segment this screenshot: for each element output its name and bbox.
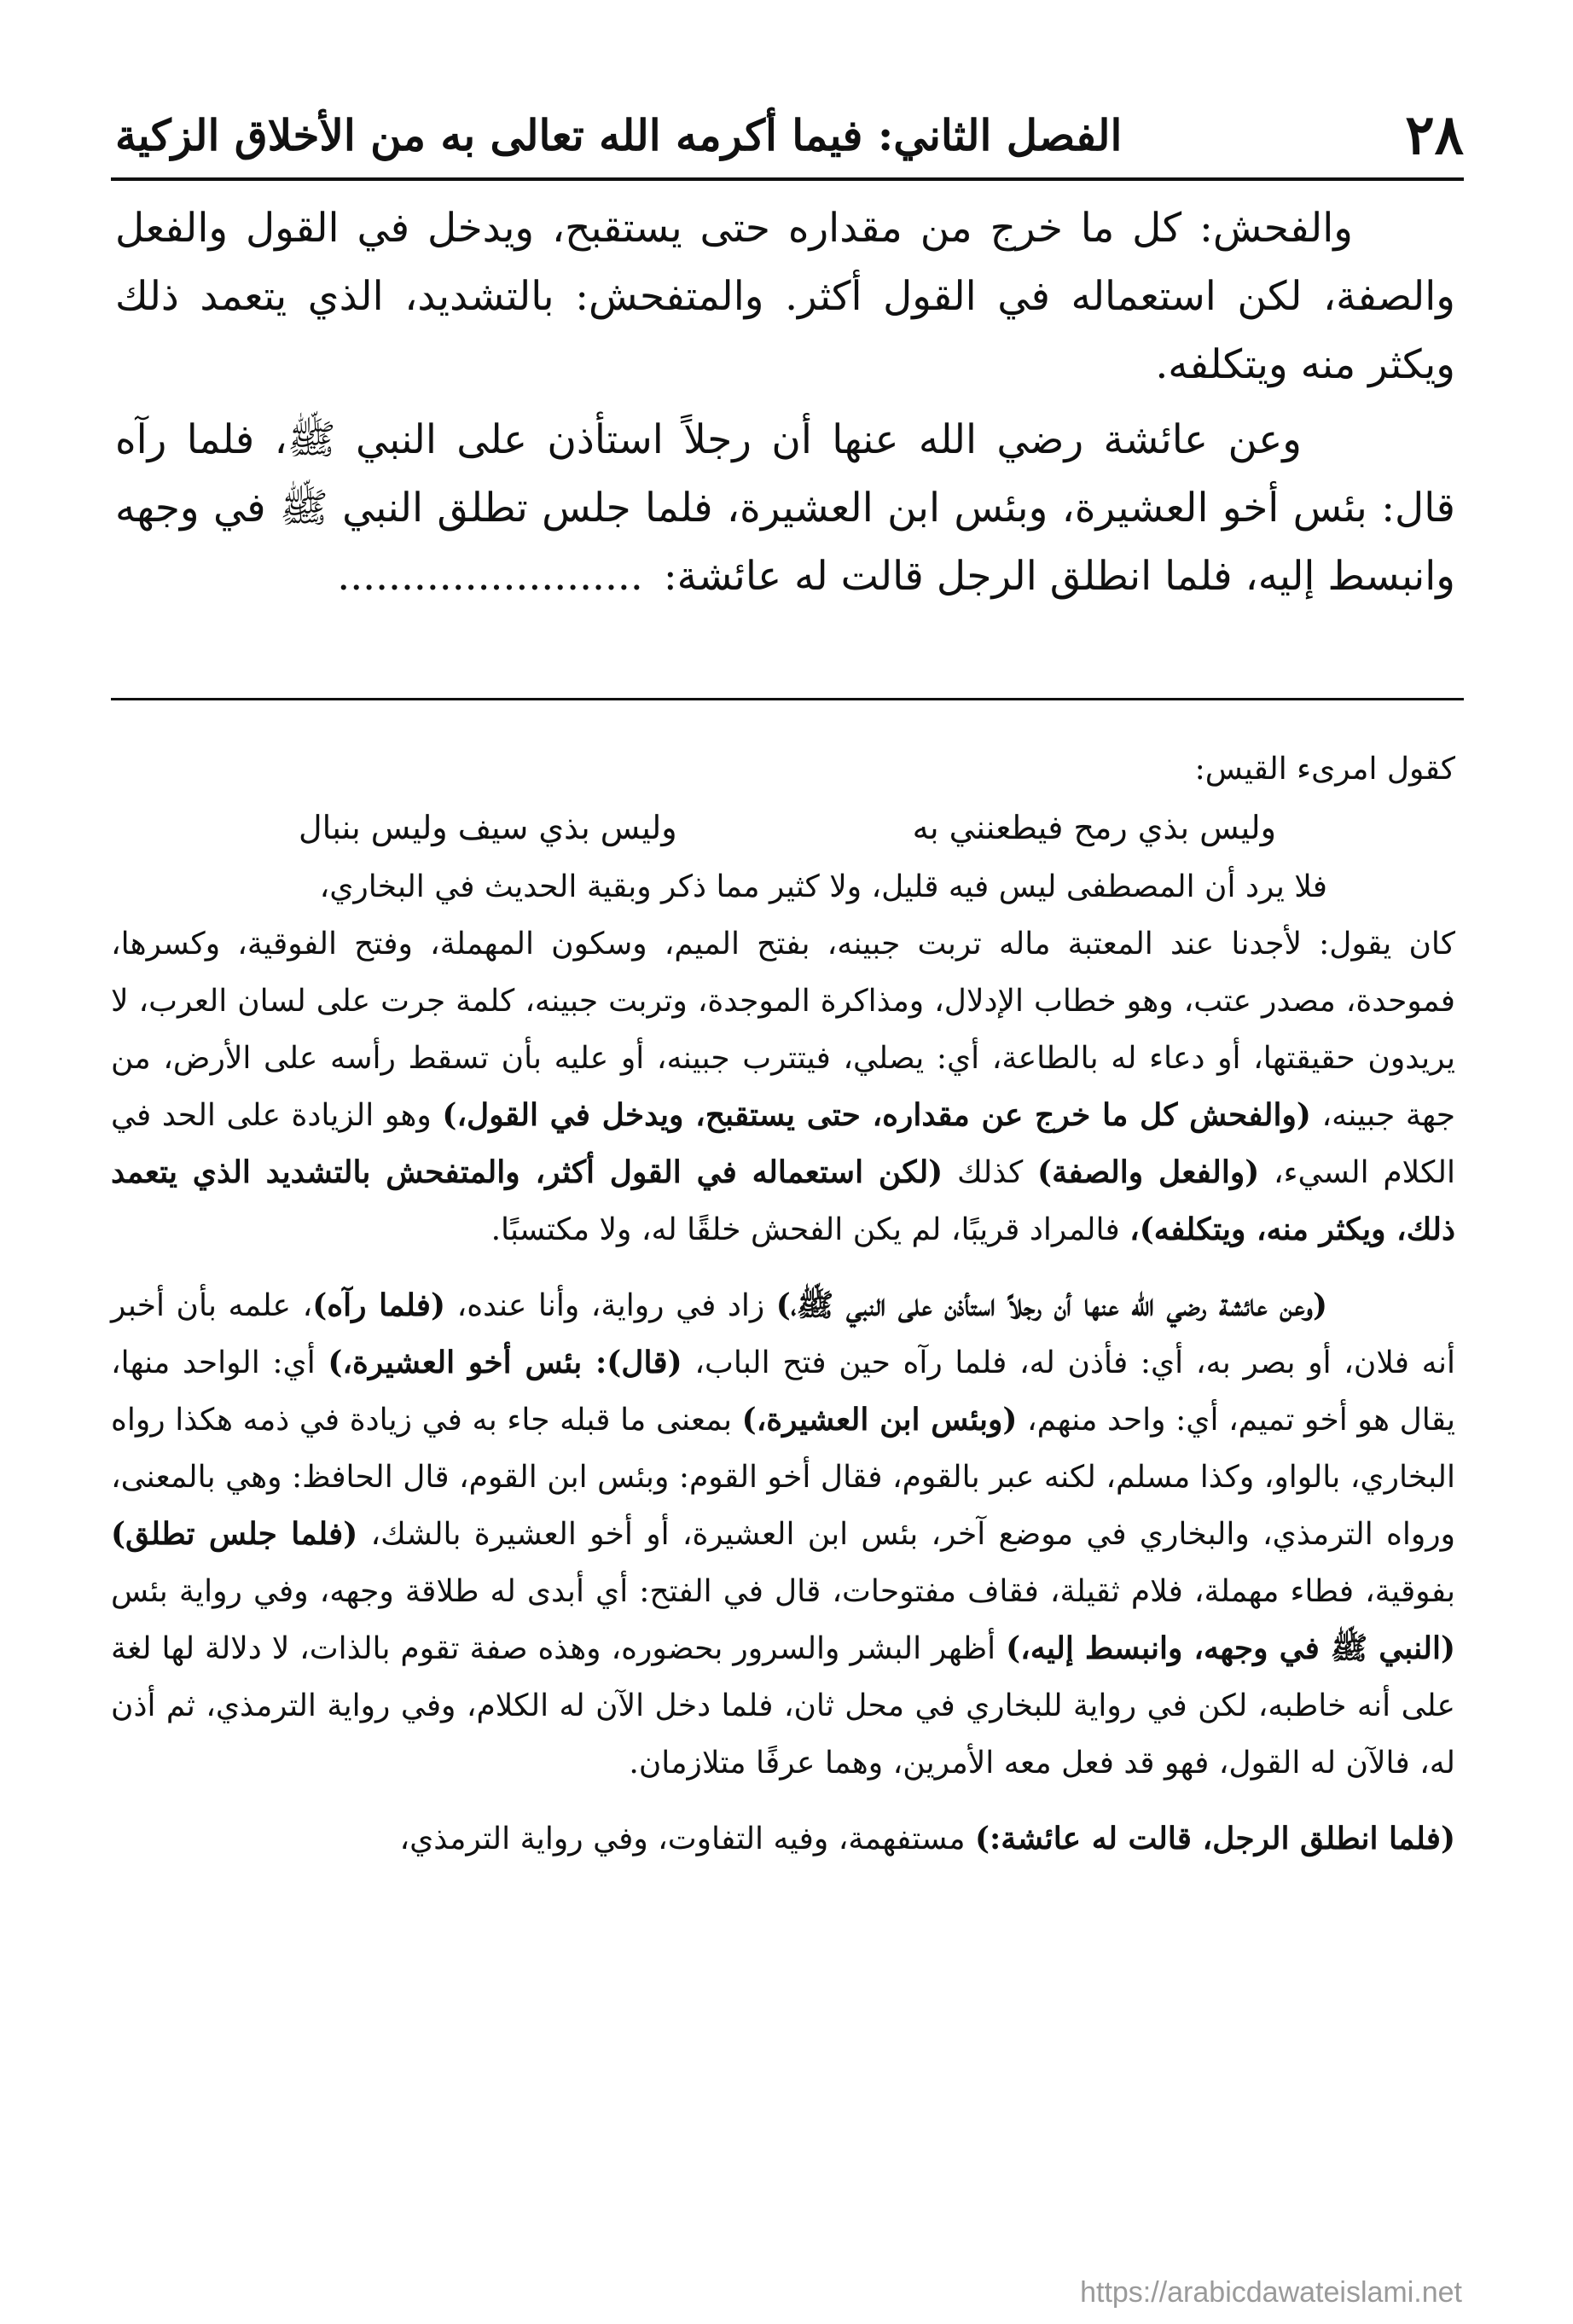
running-title: الفصل الثاني: فيما أكرمه الله تعالى به من الأخلاق الزكية <box>115 110 1123 160</box>
verse-second-hemistich: وليس بذي سيف وليس بنبال <box>299 809 677 846</box>
page-number: ٢٨ <box>1405 103 1464 167</box>
quoted-matn: (قال): بئس أخو العشيرة،) <box>328 1345 682 1380</box>
quoted-matn: (النبي ﷺ في وجهه، وانبسط إليه،) <box>1006 1630 1455 1666</box>
quoted-matn: (وعن عائشة رضي الله عنها أن رجلاً استأذن على النبي ﷺ،) <box>775 1287 1327 1323</box>
page-header <box>115 102 1464 169</box>
verse-first-hemistich: وليس بذي رمح فيطعنني به <box>912 809 1276 846</box>
commentary-paragraph <box>111 1277 1455 1792</box>
main-text <box>115 195 1455 618</box>
commentary-divider <box>111 698 1464 700</box>
commentary-paragraph <box>111 1810 1455 1868</box>
main-paragraph <box>115 406 1455 611</box>
commentary-text-run: زاد في رواية، وأنا عنده، <box>445 1288 776 1323</box>
quoted-matn: (وبئس ابن العشيرة،) <box>741 1402 1018 1438</box>
commentary-text-run: بفوقية، فطاء مهملة، فلام ثقيلة، فقاف مفتوحات، قال في الفتح: أي أبدى له طلاقة وجهه، وفي رواية بئس <box>111 1574 1455 1609</box>
commentary-text <box>111 742 1455 1868</box>
quoted-matn: (لكن استعماله في القول أكثر، والمتفحش بالتشديد الذي يتعمد ذلك، ويكثر منه، ويتكلفه)، <box>111 1154 1455 1247</box>
commentary-text-run: مستفهمة، وفيه التفاوت، وفي رواية الترمذي، <box>399 1821 975 1856</box>
quoted-matn: (فلما رآه) <box>312 1287 446 1323</box>
commentary-text-run: ، علمه بأن أخبر أنه فلان، أو بصر به، أي: فأذن له، فلما رآه حين فتح الباب، <box>111 1288 1456 1380</box>
poetry-verse <box>111 797 1455 858</box>
commentary-text-run: أي: الواحد منها، يقال هو أخو تميم، أي: واحد منهم، <box>111 1345 1455 1438</box>
source-watermark: https://arabicdawateislami.net <box>1080 2276 1462 2309</box>
commentary-text-run: فالمراد قريبًا، لم يكن الفحش خلقًا له، ولا مكتسبًا. <box>490 1212 1130 1247</box>
commentary-text-run: كذلك <box>943 1155 1038 1190</box>
quoted-matn: (والفعل والصفة) <box>1037 1154 1260 1190</box>
header-rule <box>111 177 1464 181</box>
ellipsis-dots: ........................ <box>337 553 643 600</box>
commentary-text-run: وهو الزيادة على الحد في الكلام السيء، <box>111 1098 1455 1190</box>
commentary-paragraph <box>111 915 1455 1258</box>
quoted-matn: (فلما انطلق الرجل، قالت له عائشة:) <box>974 1821 1455 1856</box>
verse-intro: كقول امرىء القيس: <box>1194 752 1455 787</box>
commentary-text-run: بمعنى ما قبله جاء به في زيادة في ذمه هكذا رواه البخاري، بالواو، وكذا مسلم، لكنه عبر بالقوم، فقال أخو القوم: وبئس ابن القوم، قال الحافظ: وهي بالمعنى، ورواه الترمذي، والبخاري في موضع آخر، بئس ابن العشيرة، أو أخو العشيرة بالشك، <box>111 1403 1455 1552</box>
main-paragraph-text: وعن عائشة رضي الله عنها أن رجلاً استأذن على النبي ﷺ، فلما رآه قال: بئس أخو العشيرة، وبئس ابن العشيرة، فلما جلس تطلق النبي ﷺ في وجهه وانبسط إليه، فلما انطلق الرجل قالت له عائشة: <box>115 416 1455 600</box>
commentary-text-run: كان يقول: لأجدنا عند المعتبة ماله تربت جبينه، بفتح الميم، وسكون المهملة، وفتح الفوقية، وكسرها، فموحدة، مصدر عتب، وهو خطاب الإدلال، ومذاكرة الموجدة، وتربت جبينه، كلمة جرت على لسان العرب، لا يريدون حقيقتها، أو دعاء له بالطاعة، أي: يصلي، فيتترب جبينه، أو عليه بأن تسقط رأسه على الأرض، من جهة جبينه، <box>111 927 1455 1133</box>
quoted-matn: (والفحش كل ما خرج عن مقداره، حتى يستقبح، ويدخل في القول،) <box>442 1097 1311 1133</box>
commentary-paragraph: فلا يرد أن المصطفى ليس فيه قليل، ولا كثير مما ذكر وبقية الحديث في البخاري، <box>319 869 1327 904</box>
quoted-matn: (فلما جلس تطلق) <box>111 1516 358 1552</box>
commentary-text-run: أظهر البشر والسرور بحضوره، وهذه صفة تقوم بالذات، لا دلالة لها لغة على أنه خاطبه، لكن في رواية للبخاري في محل ثان، فلما دخل الآن له الكلام، وفي رواية الترمذي، ثم أذن له، فالآن له القول، فهو قد فعل معه الأمرين، وهما عرفًا متلازمان. <box>111 1631 1455 1781</box>
main-paragraph: والفحش: كل ما خرج من مقداره حتى يستقبح، ويدخل في القول والفعل والصفة، لكن استعماله في القول أكثر. والمتفحش: بالتشديد، الذي يتعمد ذلك ويكثر منه ويتكلفه. <box>115 205 1455 388</box>
